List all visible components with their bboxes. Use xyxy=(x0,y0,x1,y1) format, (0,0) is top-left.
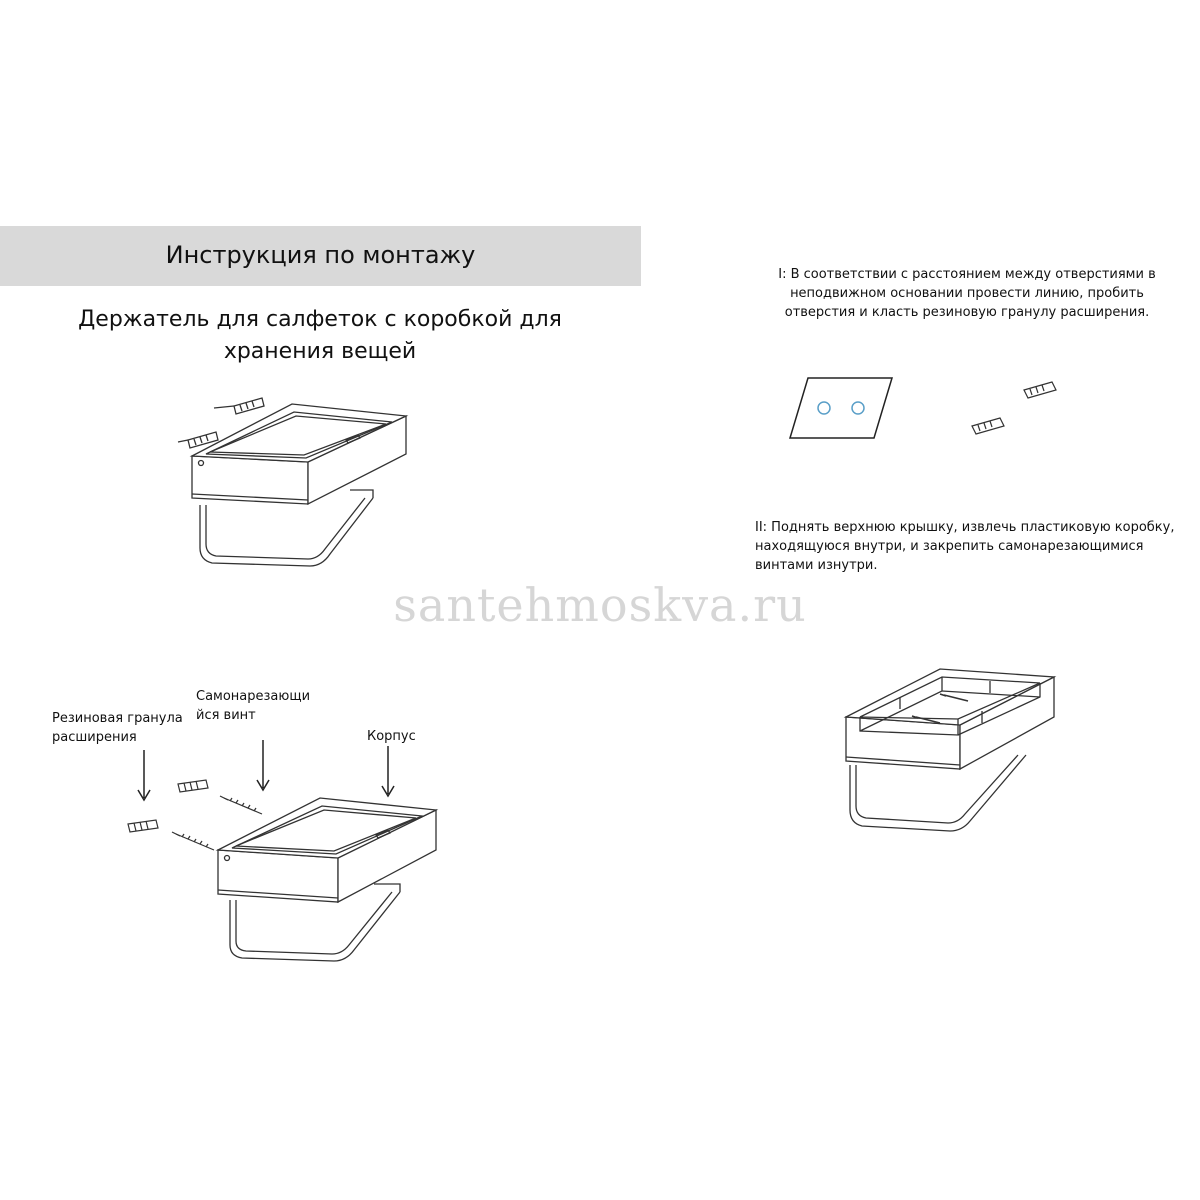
callout-screw-label xyxy=(196,687,341,725)
arrow-down-icon xyxy=(382,746,394,796)
product-title xyxy=(30,304,610,368)
watermark-text: santehmoskva.ru xyxy=(393,578,807,632)
callout-anchor-line2: расширения xyxy=(52,730,137,745)
wall-plate-illustration xyxy=(780,370,1080,450)
drill-hole-icon xyxy=(818,402,864,414)
step2-line3: винтами изнутри. xyxy=(755,558,878,573)
step1-line2: неподвижном основании провести линию, пробить xyxy=(790,286,1144,301)
product-illustration-top xyxy=(170,380,430,580)
step2-instruction xyxy=(755,518,1200,575)
callout-screw-line1: Самонарезающи xyxy=(196,689,311,704)
step1-instruction xyxy=(742,265,1192,322)
arrow-down-icon xyxy=(138,750,150,800)
step2-line2: находящуюся внутри, и закрепить самонарезающимися xyxy=(755,539,1144,554)
anchor-icon xyxy=(128,780,208,832)
product-title-line2: хранения вещей xyxy=(223,339,417,364)
step1-line3: отверстия и класть резиновую гранулу расширения. xyxy=(784,305,1150,320)
step2-line1: II: Поднять верхнюю крышку, извлечь пластиковую коробку, xyxy=(755,520,1175,535)
step1-line1: I: В соответствии с расстоянием между отверстиями в xyxy=(778,267,1156,282)
assembly-illustration xyxy=(110,740,450,980)
callout-body-label: Корпус xyxy=(367,729,416,744)
arrow-down-icon xyxy=(257,740,269,790)
anchor-icon xyxy=(972,382,1056,434)
callout-screw-line2: йся винт xyxy=(196,708,256,723)
page-title: Инструкция по монтажу xyxy=(165,241,476,269)
open-box-illustration xyxy=(840,645,1070,850)
callout-anchor-line1: Резиновая гранула xyxy=(52,711,183,726)
product-title-line1: Держатель для салфеток с коробкой для xyxy=(78,307,562,332)
